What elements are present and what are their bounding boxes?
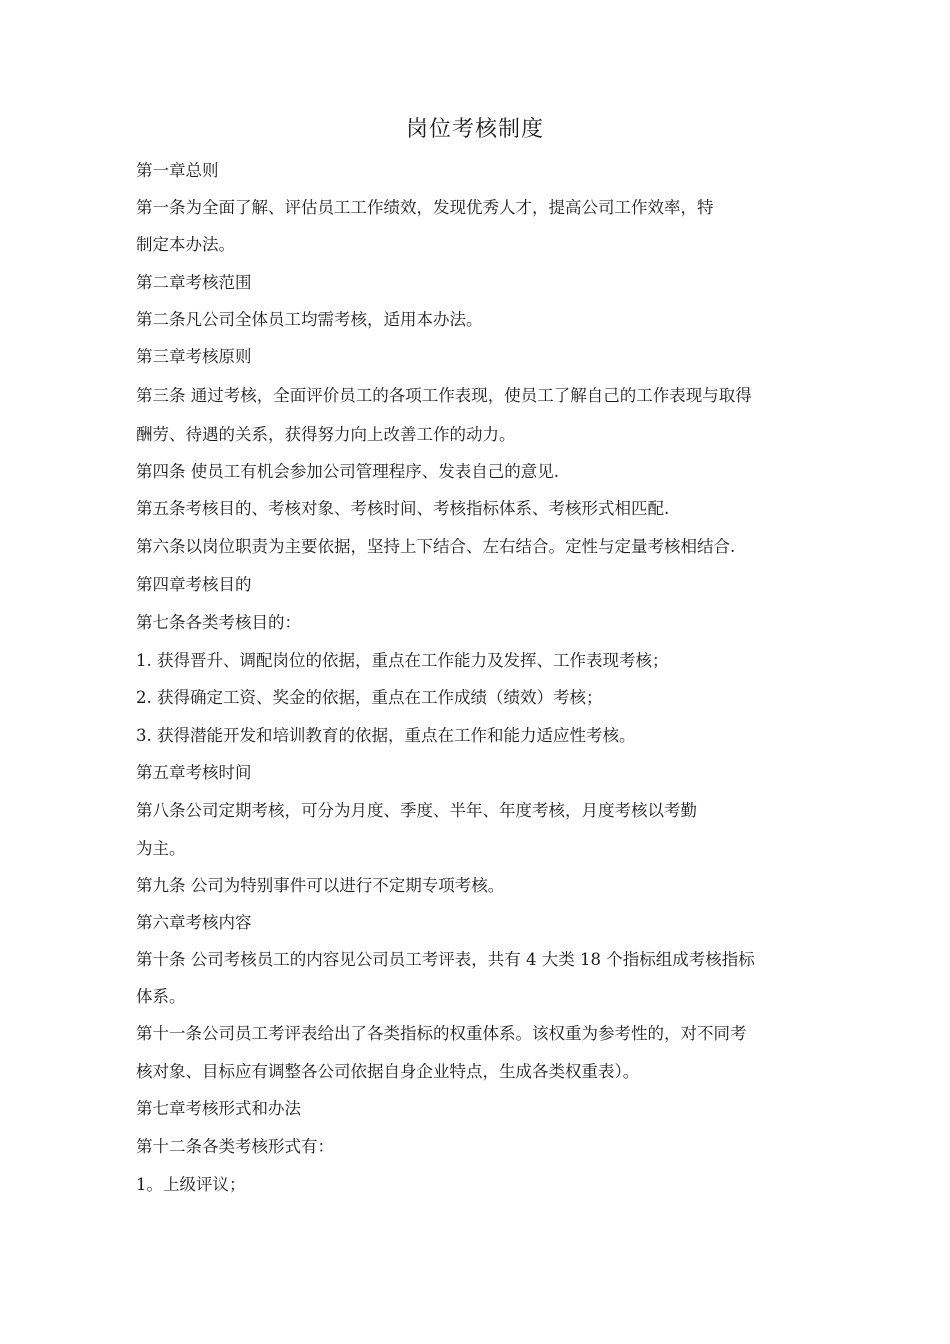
list-item: 3. 获得潜能开发和培训教育的依据，重点在工作和能力适应性考核。: [136, 726, 636, 745]
chapter-heading: 第二章考核范围: [136, 273, 252, 292]
article-line: 第一条为全面了解、评估员工工作绩效，发现优秀人才，提高公司工作效率，特: [136, 198, 714, 217]
chapter-heading: 第一章总则: [136, 161, 219, 180]
article-line: 第十条 公司考核员工的内容见公司员工考评表，共有 4 大类 18 个指标组成考核指标: [136, 950, 755, 969]
article-line: 第九条 公司为特别事件可以进行不定期专项考核。: [136, 876, 505, 895]
article-line: 第六条以岗位职责为主要依据，坚持上下结合、左右结合。定性与定量考核相结合.: [136, 537, 736, 556]
article-line: 制定本办法。: [136, 235, 235, 254]
article-line: 第二条凡公司全体员工均需考核，适用本办法。: [136, 310, 483, 329]
list-item: 1. 获得晋升、调配岗位的依据，重点在工作能力及发挥、工作表现考核；: [136, 651, 669, 670]
article-line: 酬劳、待遇的关系，获得努力向上改善工作的动力。: [136, 425, 516, 444]
article-line: 第五条考核目的、考核对象、考核时间、考核指标体系、考核形式相匹配.: [136, 499, 670, 518]
article-line: 第七条各类考核目的：: [136, 613, 301, 632]
article-line: 第八条公司定期考核，可分为月度、季度、半年、年度考核，月度考核以考勤: [136, 801, 697, 820]
list-item: 2. 获得确定工资、奖金的依据，重点在工作成绩（绩效）考核；: [136, 688, 603, 707]
article-line: 核对象、目标应有调整各公司依据自身企业特点，生成各类权重表）。: [136, 1062, 640, 1081]
chapter-heading: 第六章考核内容: [136, 913, 252, 932]
article-line: 为主。: [136, 839, 186, 858]
chapter-heading: 第五章考核时间: [136, 763, 252, 782]
chapter-heading: 第四章考核目的: [136, 575, 252, 594]
list-item: 1。上级评议；: [136, 1175, 246, 1194]
document-title: 岗位考核制度: [405, 117, 544, 142]
article-line: 第十二条各类考核形式有：: [136, 1137, 334, 1156]
article-line: 第四条 使员工有机会参加公司管理程序、发表自己的意见.: [136, 462, 559, 481]
article-line: 第三条 通过考核，全面评价员工的各项工作表现，使员工了解自己的工作表现与取得: [136, 386, 752, 405]
article-line: 第十一条公司员工考评表给出了各类指标的权重体系。该权重为参考性的，对不同考: [136, 1024, 747, 1043]
article-line: 体系。: [136, 987, 186, 1006]
chapter-heading: 第三章考核原则: [136, 347, 252, 366]
chapter-heading: 第七章考核形式和办法: [136, 1099, 301, 1118]
